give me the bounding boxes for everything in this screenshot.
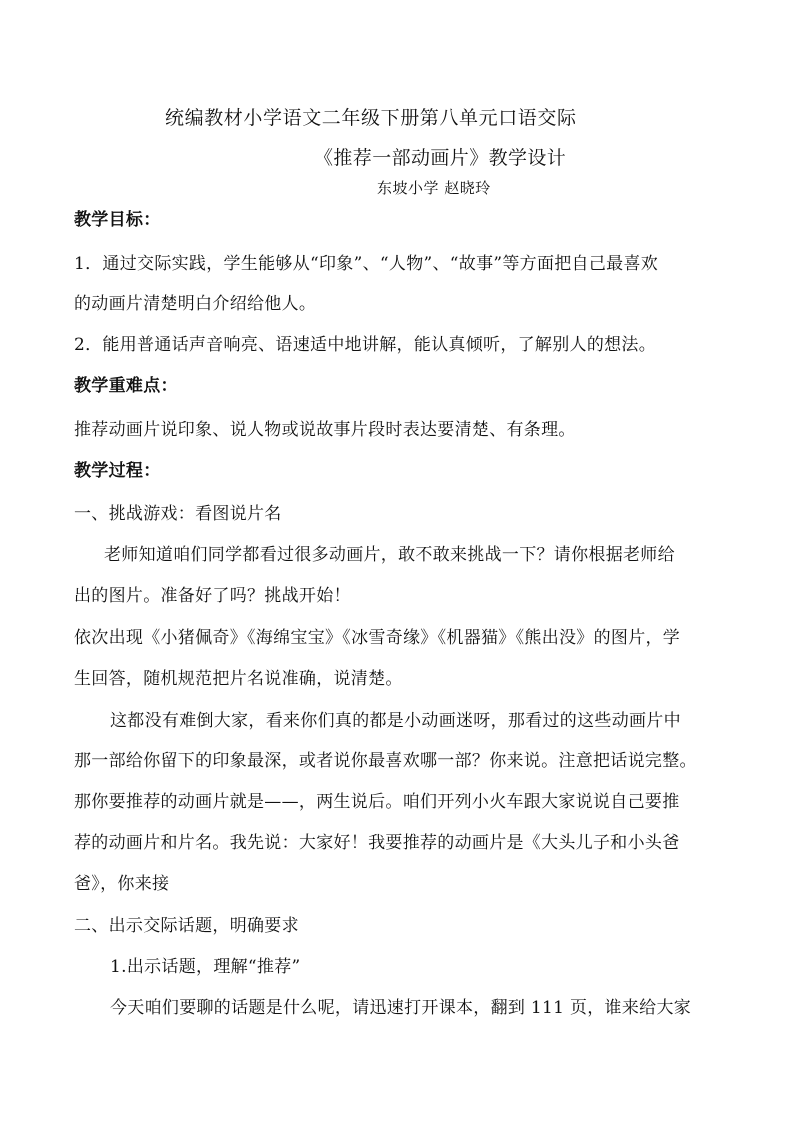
author-line: 东坡小学 赵晓玲 (377, 179, 491, 197)
goal-1-line-2: 的动画片清楚明白介绍给他人。 (74, 294, 317, 314)
paragraph-3-line-5: 爸》，你来接 (74, 874, 170, 894)
keypoints-heading: 教学重难点： (74, 376, 178, 396)
keypoints-text: 推荐动画片说印象、说人物或说故事片段时表达要清楚、有条理。 (74, 420, 576, 440)
paragraph-3-line-4: 荐的动画片和片名。我先说：大家好！我要推荐的动画片是《大头儿子和小头爸 (74, 833, 680, 853)
paragraph-4-line-1: 今天咱们要聊的话题是什么呢，请迅速打开课本，翻到 111 页，谁来给大家 (110, 998, 692, 1018)
paragraph-2-line-2: 生回答，随机规范把片名说准确，说清楚。 (74, 669, 403, 689)
paragraph-3-line-1: 这都没有难倒大家，看来你们真的都是小动画迷呀，那看过的这些动画片中 (110, 711, 681, 731)
section-2-heading: 二、出示交际话题，明确要求 (74, 916, 299, 936)
paragraph-3-line-3: 那你要推荐的动画片就是——，两生说后。咱们开列小火车跟大家说说自己要推 (74, 792, 680, 812)
goal-1-line-1: 1．通过交际实践，学生能够从“印象”、“人物”、“故事”等方面把自己最喜欢 (74, 254, 659, 274)
document-title-line-1: 统编教材小学语文二年级下册第八单元口语交际 (165, 107, 577, 129)
paragraph-2-line-1: 依次出现《小猪佩奇》《海绵宝宝》《冰雪奇缘》《机器猫》《熊出没》的图片，学 (74, 628, 681, 648)
subsection-1-heading: 1.出示话题，理解“推荐” (110, 957, 301, 977)
paragraph-1-line-1: 老师知道咱们同学都看过很多动画片，敢不敢来挑战一下？请你根据老师给 (104, 545, 675, 565)
goals-heading: 教学目标： (74, 210, 161, 230)
section-1-heading: 一、挑战游戏：看图说片名 (74, 504, 282, 524)
paragraph-3-line-2: 那一部给你留下的印象最深，或者说你最喜欢哪一部？你来说。注意把话说完整。 (74, 751, 697, 771)
paragraph-1-line-2: 出的图片。准备好了吗？挑战开始！ (74, 586, 351, 606)
goal-2: 2．能用普通话声音响亮、语速适中地讲解，能认真倾听，了解别人的想法。 (74, 335, 657, 355)
process-heading: 教学过程： (74, 461, 161, 481)
document-title-line-2: 《推荐一部动画片》教学设计 (314, 147, 567, 169)
